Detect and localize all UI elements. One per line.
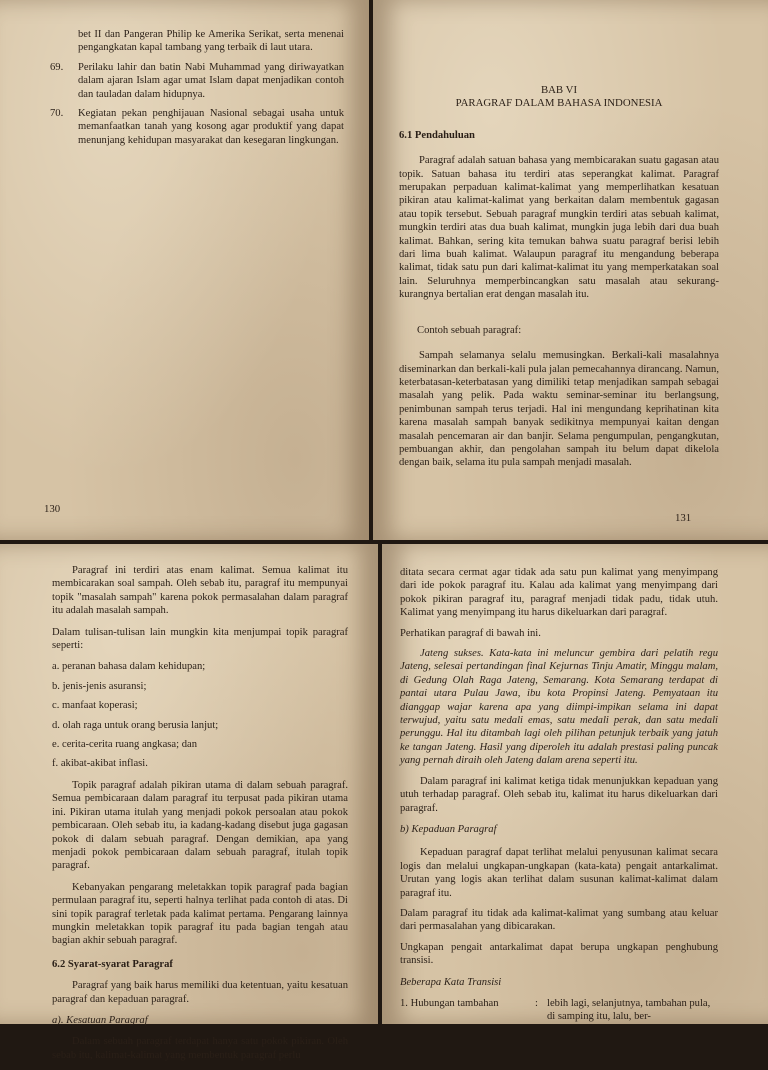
list-item: e. cerita-cerita ruang angkasa; dan [52, 739, 197, 751]
chapter-number: BAB VI [540, 84, 578, 96]
transition-colon: : [535, 997, 538, 1009]
list-item: a. peranan bahasa dalam kehidupan; [52, 661, 206, 673]
subheading-b-text-2: Dalam paragraf itu tidak ada kalimat-kalimat yang sumbang atau keluar dari permasalahan yang dibicarakan. [400, 907, 718, 933]
section-heading: 6.1 Pendahuluan [399, 129, 475, 141]
list-item: f. akibat-akibat inflasi. [52, 758, 148, 770]
intro-paragraph: Paragraf adalah satuan bahasa yang membicarakan suatu gagasan atau topik. Satuan bahasa itu terdiri atas seperangkat kalimat. Paragraf merupakan perpaduan kalimat-kalimat yang memperlihatkan kesatuan pikiran atau kalimat-kalimat yang berkaitan dalam membentuk gagasan atau topik tersebut. Sebuah paragraf mungkin terdiri atas sebuah kalimat, mungkin terdiri atas dua buah kalimat, mungkin juga lebih dari dua buah kalimat. Bahkan, sering kita temukan bahwa suatu paragraf berisi lebih dari lima buah kalimat. Walaupun paragraf itu mengandung beberapa kalimat, tidak satu pun dari kalimat-kalimat itu yang memperkatakan soal lain. Seluruhnya memperbincangkan satu masalah atau sekurang-kurangnya bertalian erat dengan masalah itu. [399, 155, 719, 301]
item-text: Kegiatan pekan penghijauan Nasional sebagai usaha untuk memanfaatkan tanah yang kosong agar produktif yang dapat menunjang kehidupan masyarakat dan kesegaran lingkungan. [78, 108, 344, 146]
example-paragraph: Jateng sukses. Kata-kata ini meluncur gembira dari pelatih regu Jateng, selesai pertandingan final Kejurnas Tinju Amatir, Minggu malam, di Gedung Olah Raga Jateng, Semarang. Kota Semarang terdapat di pantai utara Pulau Jawa, ibu kota Propinsi Jateng. Pemyataan itu dianggap wajar karena apa yang diimpi-impikan selama ini dapat terwujud, yaitu satu medali emas, satu medali perak, dan satu medali perunggu. Hal itu ditambah lagi oleh pilihan petunjuk terbaik yang jatuh ke tangan Jateng. Hasil yang diperoleh itu adalah prestasi paling puncak yang pernah diraih oleh Jateng dalam arena seperti itu. [400, 648, 718, 767]
placement-paragraph: Kebanyakan pengarang meletakkan topik paragraf pada bagian permulaan paragraf itu, seperti halnya terlihat pada contoh di atas. Di sini topik paragraf terletak pada kalimat pertama. Pengarang lainnya mungkin meletakkan topik paragraf itu pada bagian tengah atau bagian akhir sebuah paragraf. [52, 881, 348, 947]
transition-row [400, 997, 718, 1024]
topic-list [52, 660, 348, 770]
page-132 [0, 544, 378, 1061]
intro-paragraph: Paragraf ini terdiri atas enam kalimat. Semua kalimat itu membicarakan soal sampah. Oleh sebab itu, paragraf itu mempunyai topik "masalah sampah" karena pokok permasalahan dalam paragraf itu adalah masalah sampah. [52, 565, 348, 617]
page-131-body [399, 84, 719, 470]
continuation-text: bet II dan Pangeran Philip ke Amerika Serikat, serta menenai pengangkatan kapal tambang yang terbaik di laut utara. [78, 29, 344, 54]
page-130-body [50, 28, 344, 153]
followup-paragraph: Dalam paragraf ini kalimat ketiga tidak menunjukkan kepaduan yang utuh terhadap paragraf. Oleh sebab itu, kalimat itu harus dikeluarkan dari paragraf. [400, 775, 718, 814]
page-number: 130 [44, 503, 61, 515]
example-paragraph: Sampah selamanya selalu memusingkan. Berkali-kali masalahnya diseminarkan dan berkali-kali pula jalan pemecahannya dirancang. Namun, keterbatasan-keterbatasan yang dimiliki tetap menjadikan sampah sebagai masalah yang pelik. Pada waktu seminar-seminar itu berlangsung, penimbunan sampah terus terjadi. Hal ini mengundang keprihatinan kita karena masalah sampah banyak sedikitnya mempunyai kaitan dengan masalah pencemaran air dan banjir. Selama pengumpulan, pengangkutan, pembuangan akhir, dan pengolahan sampah itu belum dapat dikelola dengan baik, selama itu pula sampah menjadi masalah. [399, 350, 719, 469]
transition-heading: Beberapa Kata Transisi [400, 976, 502, 988]
list-item: b. jenis-jenis asuransi; [52, 680, 147, 692]
page-132-body [52, 564, 348, 1070]
subheading-a: a). Kesatuan Paragraf [52, 1014, 148, 1026]
item-text: Perilaku lahir dan batin Nabi Muhammad yang diriwayatkan dalam ajaran Islam agar umat Islam dapat menjadikan contoh dan tauladan dalam hidupnya. [78, 61, 344, 100]
page-133 [382, 544, 768, 1024]
continuation-text: ditata secara cermat agar tidak ada satu pun kalimat yang menyimpang dari ide pokok paragraf itu. Kalau ada kalimat yang menyimpang dari pokok pikiran paragraf itu, paragraf menjadi tidak padu, tidak utuh. Kalimat yang menyimpang itu harus dikeluarkan dari paragraf. [400, 567, 718, 619]
section-heading: 6.2 Syarat-syarat Paragraf [52, 958, 173, 970]
transition-value: lebih lagi, selanjutnya, tambahan pula, di samping itu, lalu, ber- [547, 997, 711, 1023]
list-item [50, 61, 344, 101]
subheading-a-text: Dalam sebuah paragraf terdapat hanya satu pokok pikiran. Oleh sebab itu, kalimat-kalimat yang membentuk paragraf perlu [52, 1036, 348, 1061]
item-number: 70. [50, 108, 64, 120]
list-item: c. manfaat koperasi; [52, 700, 138, 712]
section-paragraph: Paragraf yang baik harus memiliki dua ketentuan, yaitu kesatuan paragraf dan kepaduan paragraf. [52, 980, 348, 1005]
example-label: Contoh sebuah paragraf: [417, 324, 522, 336]
list-item: d. olah raga untuk orang berusia lanjut; [52, 719, 219, 731]
page-131 [373, 0, 768, 540]
chapter-title: PARAGRAF DALAM BAHASA INDONESIA [455, 97, 663, 110]
list-item [50, 107, 344, 147]
subheading-b: b) Kepaduan Paragraf [400, 823, 497, 835]
topic-paragraph: Topik paragraf adalah pikiran utama di dalam sebuah paragraf. Semua pembicaraan dalam paragraf itu terpusat pada pikiran utama ini. Pikiran utama itulah yang menjadi pokok persoalan atau pokok pembicaraan. Oleh sebab itu, ia kadang-kadang disebut juga gagasan pokok di dalam sebuah paragraf. Dengan demikian, apa yang menjadi pokok pembicaraan dalam sebuah paragraf, itulah topik paragraf. [52, 779, 348, 872]
subheading-b-text: Kepaduan paragraf dapat terlihat melalui penyusunan kalimat secara logis dan melalui ungkapan-ungkapan (kata-kata) pengait antarkalimat. Urutan yang logis akan terlihat dalam susunan kalimat-kalimat dalam paragraf itu. [400, 847, 718, 899]
page-number: 131 [675, 512, 692, 524]
page-133-body [400, 566, 718, 1024]
list-intro: Dalam tulisan-tulisan lain mungkin kita menjumpai topik paragraf seperti: [52, 626, 348, 652]
page-130 [0, 0, 369, 540]
transition-label: 1. Hubungan tambahan [400, 997, 499, 1009]
subheading-b-text-3: Ungkapan pengait antarkalimat dapat berupa ungkapan penghubung transisi. [400, 941, 718, 967]
item-number: 69. [50, 61, 64, 73]
note-text: Perhatikan paragraf di bawah ini. [400, 627, 541, 639]
